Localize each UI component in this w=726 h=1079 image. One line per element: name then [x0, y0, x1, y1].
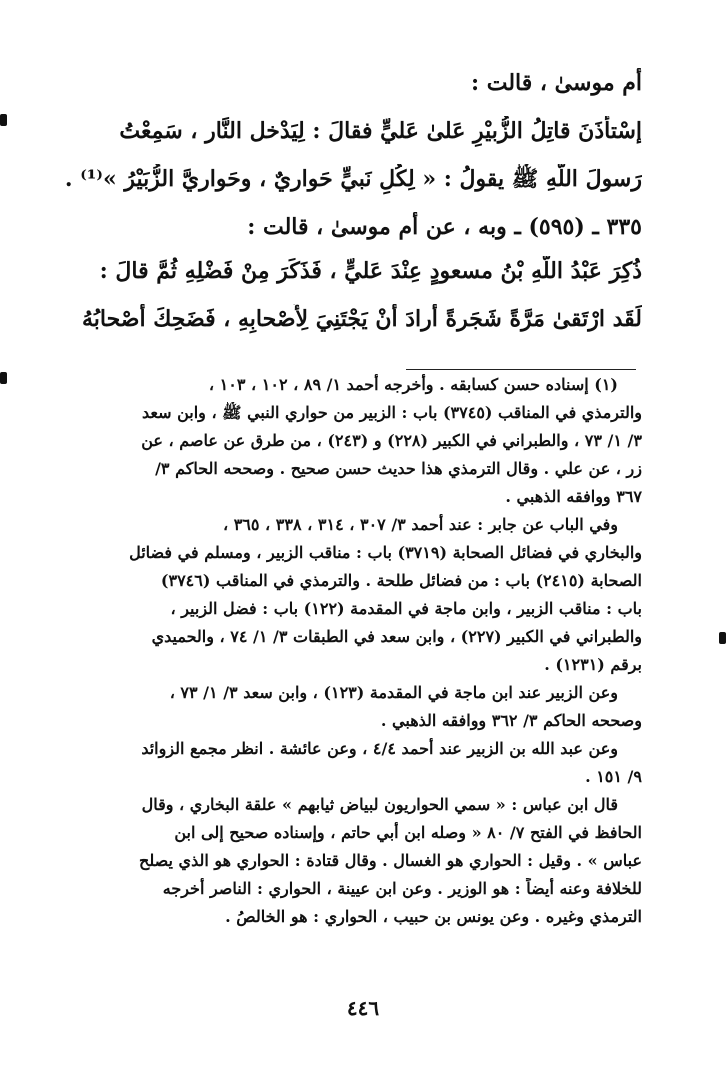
footnote-line: ٩/ ١٥١ . — [585, 767, 642, 786]
footnote-separator — [406, 369, 636, 370]
footnote-line: زر ، عن علي . وقال الترمذي هذا حديث حسن صحيح . وصححه الحاكم ٣/ — [155, 459, 642, 478]
hadith-heading: ٣٣٥ ـ (٥٩٥) ـ وبه ، عن أم موسىٰ ، قالت : — [247, 214, 642, 240]
main-text-line: رَسولَ اللَّهِ ﷺ يقولُ : « لِكُلِ نَبيٍّ حَواريٌ ، وحَواريَّ الزُّبَيْرُ »⁽¹⁾ . — [64, 166, 642, 192]
footnote-line: الصحابة (٢٤١٥) باب : من فضائل طلحة . والترمذي في المناقب (٣٧٤٦) — [160, 571, 642, 590]
footnote-line: وفي الباب عن جابر : عند أحمد ٣/ ٣٠٧ ، ٣١٤ ، ٣٣٨ ، ٣٦٥ ، — [222, 515, 618, 534]
footnote-line: وصححه الحاكم ٣/ ٣٦٢ ووافقه الذهبي . — [380, 711, 642, 730]
footnote-line: برقم (١٢٣١) . — [544, 655, 642, 674]
footnote-line: (١) إسناده حسن كسابقه . وأخرجه أحمد ١/ ٨٩ ، ١٠٢ ، ١٠٣ ، — [208, 375, 618, 394]
footnote-line: وعن عبد الله بن الزبير عند أحمد ٤/٤ ، وعن عائشة . انظر مجمع الزوائد — [141, 739, 618, 758]
footnotes — [64, 374, 642, 934]
margin-mark — [0, 114, 7, 126]
footnote-line: باب : مناقب الزبير ، وابن ماجة في المقدمة (١٢٢) باب : فضل الزبير ، — [170, 599, 642, 618]
page-number: ٤٤٦ — [346, 996, 380, 1020]
footnote-line: الحافظ في الفتح ٧/ ٨٠ « وصله ابن أبي حاتم ، وإسناده صحيح إلى ابن — [174, 823, 642, 842]
footnote-line: والترمذي في المناقب (٣٧٤٥) باب : الزبير من حواري النبي ﷺ ، وابن سعد — [141, 403, 642, 422]
margin-mark — [0, 372, 7, 384]
footnote-line: عباس » . وقيل : الحواري هو الغسال . وقال قتادة : الحواري هو الذي يصلح — [139, 851, 642, 870]
main-text-line: ذُكِرَ عَبْدُ اللَّهِ بْنُ مسعودٍ عِنْدَ عَليٍّ ، فَذَكَرَ مِنْ فَضْلِهِ ثُمَّ قالَ : — [99, 258, 642, 284]
footnote-line: والطبراني في الكبير (٢٢٧) ، وابن سعد في الطبقات ٣/ ١/ ٧٤ ، والحميدي — [151, 627, 642, 646]
footnote-line: ٣/ ١/ ٧٣ ، والطبراني في الكبير (٢٢٨) و (٢٤٣) ، من طرق عن عاصم ، عن — [141, 431, 642, 450]
footnote-line: الترمذي وغيره . وعن يونس بن حبيب ، الحواري : هو الخالصُ . — [225, 907, 642, 926]
main-text-line: أم موسىٰ ، قالت : — [470, 70, 642, 96]
main-text-line: إسْتأْذَنَ قاتِلُ الزُّبيْرِ عَلىٰ عَليٍّ فقالَ : لِيَدْخل النَّار ، سَمِعْتُ — [119, 118, 642, 144]
footnote-line: والبخاري في فضائل الصحابة (٣٧١٩) باب : مناقب الزبير ، ومسلم في فضائل — [129, 543, 642, 562]
footnote-line: قال ابن عباس : « سمي الحواريون لبياض ثيابهم » علقة البخاري ، وقال — [141, 795, 618, 814]
footnote-line: للخلافة وعنه أيضاً : هو الوزير . وعن ابن عيينة ، الحواري : الناصر أخرجه — [162, 879, 642, 898]
main-text — [60, 68, 642, 352]
footnote-line: وعن الزبير عند ابن ماجة في المقدمة (١٢٣) ، وابن سعد ٣/ ١/ ٧٣ ، — [169, 683, 618, 702]
margin-mark — [719, 632, 726, 644]
main-text-line: لَقَد ارْتَقىٰ مَرَّةً شَجَرةً أَرادَ أَنْ يَجْتَنِيَ لِأَصْحابِهِ ، فَضَحِكَ أَصْحابُهُ — [81, 306, 642, 332]
footnote-line: ٣٦٧ ووافقه الذهبي . — [505, 487, 642, 506]
